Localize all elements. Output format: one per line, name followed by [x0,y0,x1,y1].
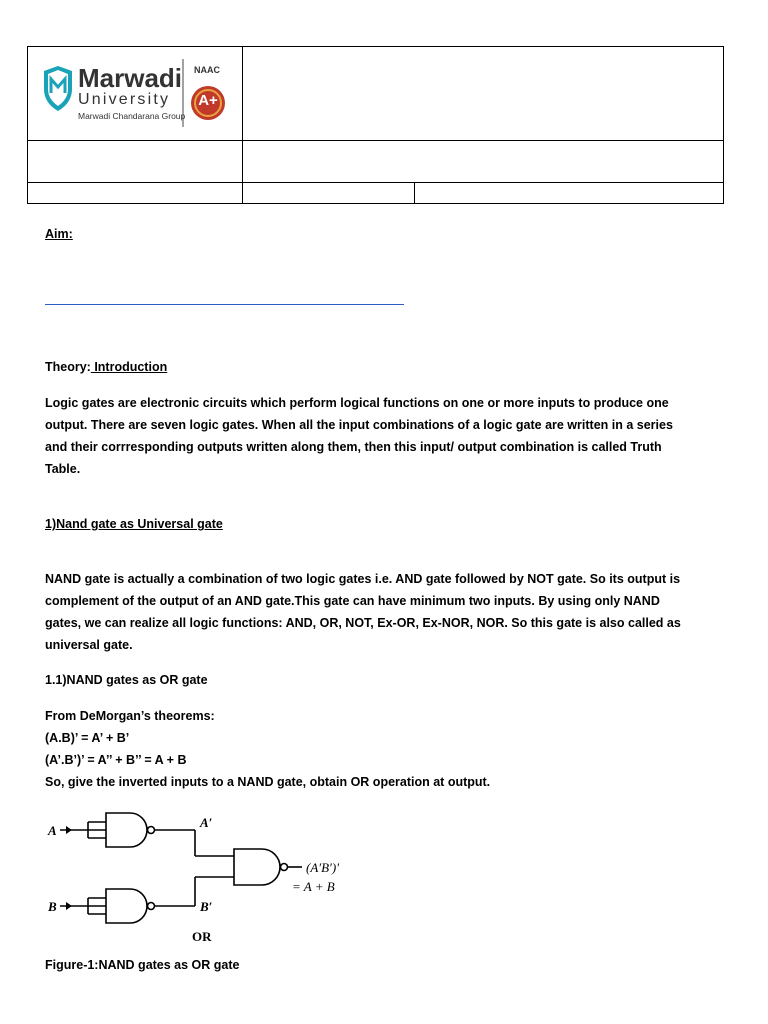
intro-line: output. There are seven logic gates. When all the input combinations of a logic gate are written in a series [45,418,673,432]
title-cell [243,47,724,141]
header-table [27,46,724,204]
nand-or-circuit [40,805,370,950]
intro-paragraph [45,392,725,480]
or-heading: 1.1)NAND gates as OR gate [45,673,208,687]
input-a-label: A [48,823,57,838]
theory-heading [45,356,167,378]
or-line: (A’.B’)’ = A’’ + B’’ = A + B [45,753,187,767]
intro-line: Table. [45,462,81,476]
or-line: So, give the inverted inputs to a NAND gate, obtain OR operation at output. [45,775,491,789]
intro-line: Logic gates are electronic circuits which perform logical functions on one or more inputs to produce one [45,396,669,410]
link-line [45,304,404,305]
info-cell-2 [243,141,724,183]
b-inv-label: B′ [200,899,213,914]
a-inv-label: A′ [200,815,213,830]
or-line: (A.B)’ = A’ + B’ [45,731,130,745]
logo-cell [28,47,243,141]
meta-cell-1 [28,183,243,204]
nand-gate-3 [234,849,280,885]
meta-cell-2 [243,183,415,204]
nand-paragraph [45,568,725,656]
bubble-2 [148,903,155,910]
output-eq: = A + B [292,879,335,894]
university-logo [28,47,242,140]
naac-label: NAAC [194,65,220,75]
output-expr: (A′B′)′ [306,860,340,875]
nand-line: gates, we can realize all logic functions: AND, OR, NOT, Ex-OR, Ex-NOR, NOR. So this gate is also called as [45,616,681,630]
or-paragraph [45,705,725,793]
bubble-1 [148,827,155,834]
nand-line: NAND gate is actually a combination of two logic gates i.e. AND gate followed by NOT gate. So its output is [45,572,681,586]
figure-caption: Figure-1:NAND gates as OR gate [45,958,240,972]
nand-gate-1 [106,813,147,847]
theory-section: Introduction [90,360,168,374]
nand-line: universal gate. [45,638,133,652]
or-line: From DeMorgan’s theorems: [45,709,215,723]
nand-gate-2 [106,889,147,923]
intro-line: and their corrresponding outputs written along them, then this input/ output combination is called Truth [45,440,662,454]
nand-line: complement of the output of an AND gate.This gate can have minimum two inputs. By using only NAND [45,594,660,608]
input-b-label: B [48,899,57,914]
logo-group: Marwadi Chandarana Group [78,111,186,121]
info-cell-1 [28,141,243,183]
meta-cell-3 [415,183,724,204]
theory-label: Theory: [45,360,91,374]
naac-grade: A+ [198,92,218,109]
gate-type-label: OR [192,929,212,944]
logo-name-1: Marwadi [78,63,183,93]
bubble-3 [281,864,288,871]
aim-label: Aim: [45,227,73,241]
nand-heading: 1)Nand gate as Universal gate [45,517,223,531]
logo-name-2: University [78,91,171,108]
